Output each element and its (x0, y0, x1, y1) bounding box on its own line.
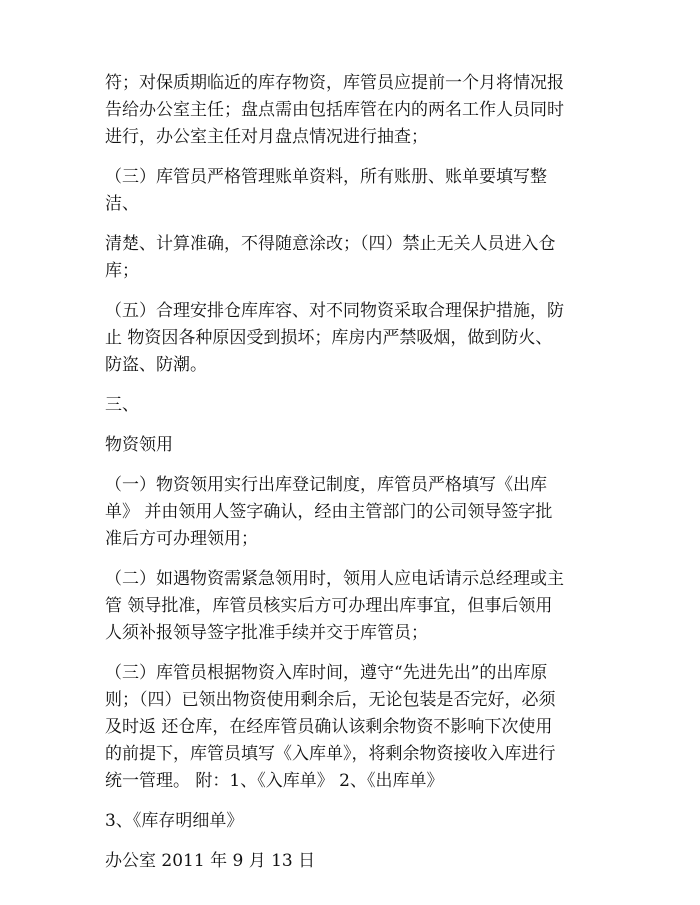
text-line: 管 领导批准，库管员核实后方可办理出库事宜，但事后领用 (105, 596, 553, 616)
paragraph (105, 808, 605, 835)
text-line: 准后方可办理领用； (105, 529, 258, 549)
text-line: （三）库管员根据物资入库时间，遵守“先进先出”的出库原 (105, 663, 548, 683)
text-line: 办公室 2011 年 9 月 13 日 (105, 851, 316, 871)
text-line: 符；对保质期临近的库存物资，库管员应提前一个月将情况报 (105, 73, 564, 93)
section-number (105, 392, 605, 419)
text-line: 及时返 还仓库，在经库管员确认该剩余物资不影响下次使用 (105, 717, 553, 737)
text-line: 库； (105, 261, 139, 281)
text-line: 3、《库存明细单》 (105, 811, 244, 831)
paragraph (105, 472, 605, 553)
text-line: 防盗、防潮。 (105, 355, 207, 375)
text-line: （三）库管员严格管理账单资料，所有账册、账单要填写整 (105, 167, 547, 187)
text-line: 告给办公室主任；盘点需由包括库管在内的两名工作人员同时 (105, 100, 564, 120)
text-line: 进行，办公室主任对月盘点情况进行抽查； (105, 127, 428, 147)
paragraph (105, 70, 605, 151)
text-line: 止 物资因各种原因受到损坏；库房内严禁吸烟，做到防火、 (105, 328, 553, 348)
paragraph (105, 231, 605, 285)
text-line: （一）物资领用实行出库登记制度，库管员严格填写《出库 (105, 475, 547, 495)
text-line: 单》 并由领用人签字确认，经由主管部门的公司领导签字批 (105, 502, 553, 522)
document-body (105, 70, 605, 888)
text-line: 洁、 (105, 194, 139, 214)
text-line: 的前提下，库管员填写《入库单》，将剩余物资接收入库进行 (105, 744, 556, 764)
text-line: 统一管理。 附：1、《入库单》 2、《出库单》 (105, 771, 444, 791)
text-line: （五）合理安排仓库库容、对不同物资采取合理保护措施，防 (105, 301, 564, 321)
paragraph (105, 660, 605, 795)
text-line: 物资领用 (105, 435, 173, 455)
text-line: 清楚、计算准确，不得随意涂改；（四）禁止无关人员进入仓 (105, 234, 556, 254)
paragraph (105, 164, 605, 218)
paragraph (105, 566, 605, 647)
text-line: （二）如遇物资需紧急领用时，领用人应电话请示总经理或主 (105, 569, 564, 589)
signature-date (105, 848, 605, 875)
paragraph (105, 298, 605, 379)
text-line: 则；（四）已领出物资使用剩余后，无论包装是否完好，必须 (105, 690, 556, 710)
text-line: 三、 (105, 395, 139, 415)
section-heading (105, 432, 605, 459)
text-line: 人须补报领导签字批准手续并交于库管员； (105, 623, 428, 643)
